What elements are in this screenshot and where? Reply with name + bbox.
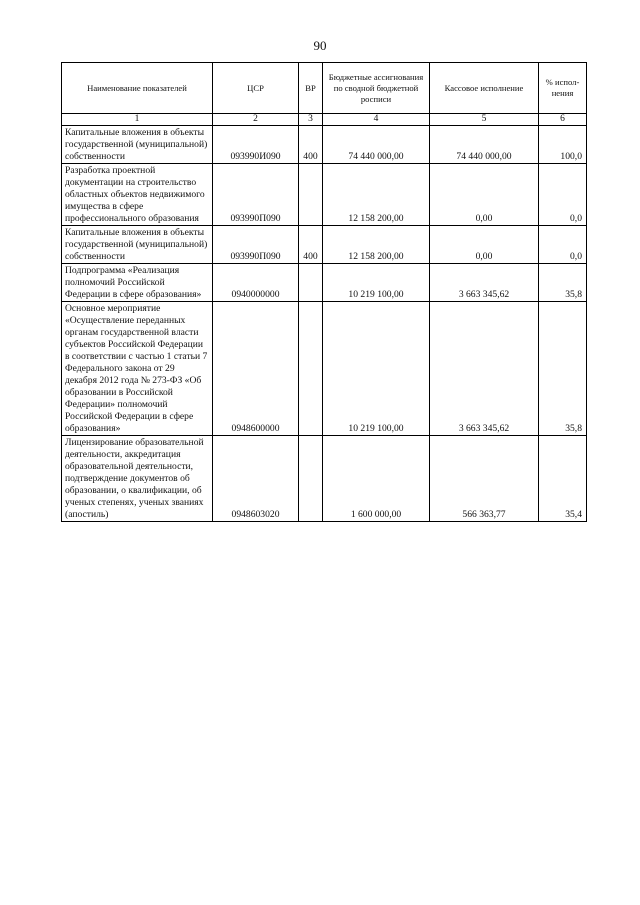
column-numbers-row	[62, 114, 587, 126]
row-vr: 400	[299, 126, 323, 164]
row-vr	[299, 302, 323, 436]
row-name: Основное мероприятие «Осуществление переданных органам государственной власти субъектов Российской Федерации в соответствии с частью 1 статьи 7 Федерального закона от 29 декабря 2012 года № 273-ФЗ «Об образовании в Российской Федерации» полномочий Российской Федерации в сфере образования»	[62, 302, 213, 436]
row-percent: 35,8	[539, 264, 587, 302]
header-vr: ВР	[299, 63, 323, 114]
row-budget: 10 219 100,00	[323, 302, 430, 436]
row-budget: 74 440 000,00	[323, 126, 430, 164]
header-executed: Кассовое исполнение	[430, 63, 539, 114]
row-vr	[299, 164, 323, 226]
row-name: Разработка проектной документации на строительство областных объектов недвижимого имущества в сфере профессионального образования	[62, 164, 213, 226]
row-csr: 0948603020	[213, 436, 299, 522]
header-percent: % испол-нения	[539, 63, 587, 114]
row-csr: 093990П090	[213, 226, 299, 264]
row-vr	[299, 264, 323, 302]
column-number: 5	[430, 114, 539, 126]
row-csr: 093990П090	[213, 164, 299, 226]
row-vr: 400	[299, 226, 323, 264]
table-row	[62, 126, 587, 164]
column-number: 3	[299, 114, 323, 126]
row-executed: 0,00	[430, 164, 539, 226]
column-number: 4	[323, 114, 430, 126]
table-row	[62, 164, 587, 226]
row-name: Капитальные вложения в объекты государственной (муниципальной) собственности	[62, 126, 213, 164]
table-row	[62, 302, 587, 436]
row-budget: 12 158 200,00	[323, 164, 430, 226]
row-budget: 12 158 200,00	[323, 226, 430, 264]
row-name: Капитальные вложения в объекты государственной (муниципальной) собственности	[62, 226, 213, 264]
column-number: 2	[213, 114, 299, 126]
row-executed: 566 363,77	[430, 436, 539, 522]
row-budget: 1 600 000,00	[323, 436, 430, 522]
row-percent: 35,4	[539, 436, 587, 522]
row-percent: 35,8	[539, 302, 587, 436]
table-row	[62, 226, 587, 264]
column-number: 6	[539, 114, 587, 126]
header-budget: Бюджетные ассигнования по сводной бюджетной росписи	[323, 63, 430, 114]
row-csr: 0948600000	[213, 302, 299, 436]
row-name: Лицензирование образовательной деятельности, аккредитация образовательной деятельности, подтверждение документов об образовании, о квалификации, об ученых степенях, ученых званиях (апостиль)	[62, 436, 213, 522]
table-row	[62, 436, 587, 522]
row-csr: 0940000000	[213, 264, 299, 302]
table-header-row	[62, 63, 587, 114]
row-percent: 0,0	[539, 226, 587, 264]
row-vr	[299, 436, 323, 522]
row-percent: 0,0	[539, 164, 587, 226]
row-csr: 093990И090	[213, 126, 299, 164]
column-number: 1	[62, 114, 213, 126]
row-executed: 74 440 000,00	[430, 126, 539, 164]
row-executed: 0,00	[430, 226, 539, 264]
row-percent: 100,0	[539, 126, 587, 164]
row-executed: 3 663 345,62	[430, 302, 539, 436]
row-budget: 10 219 100,00	[323, 264, 430, 302]
header-csr: ЦСР	[213, 63, 299, 114]
table-row	[62, 264, 587, 302]
budget-execution-table	[61, 62, 587, 522]
row-executed: 3 663 345,62	[430, 264, 539, 302]
header-name: Наименование показателей	[62, 63, 213, 114]
row-name: Подпрограмма «Реализация полномочий Российской Федерации в сфере образования»	[62, 264, 213, 302]
page-number: 90	[313, 38, 327, 53]
